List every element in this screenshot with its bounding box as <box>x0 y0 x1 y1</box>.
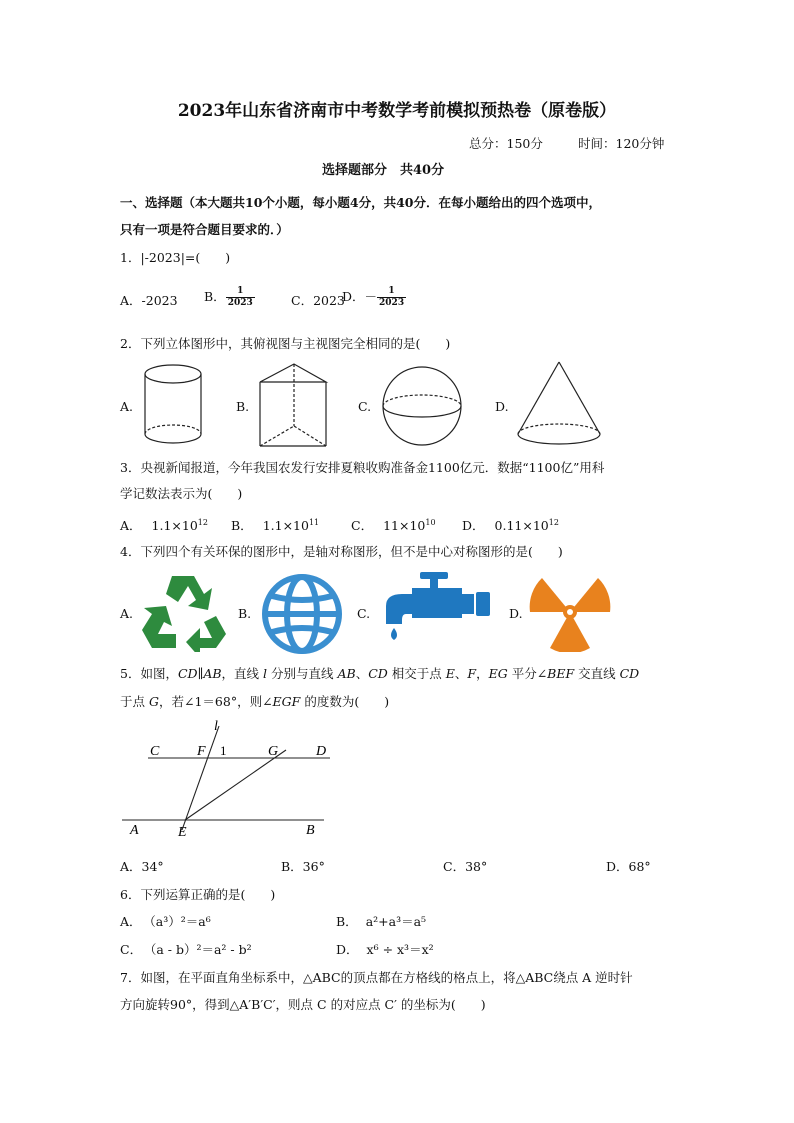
option-label: D． <box>462 518 485 534</box>
math-text: EGF <box>272 694 301 709</box>
line-l <box>182 726 219 830</box>
q7-stem-line1: 7．如图，在平面直角坐标系中，△ABC的顶点都在方格线的格点上，将△ABC绕点 A 逆时针 <box>120 970 633 985</box>
option-mantissa: 1.1×10 <box>262 518 309 534</box>
math-text: CD <box>368 666 388 681</box>
parallel-lines-figure <box>118 716 338 840</box>
text: ，直线 <box>221 666 264 681</box>
part-title: 选择题部分 共40分 <box>322 163 445 178</box>
option-expression: （a - b）²＝a² - b² <box>150 942 252 957</box>
q2-option-d: D. <box>495 399 509 414</box>
option-exponent: 12 <box>197 518 208 527</box>
option-label: B． <box>336 914 358 929</box>
math-text: G <box>148 694 159 709</box>
text: 相交于点 <box>387 666 446 681</box>
math-text: F <box>467 666 477 681</box>
text: 分别与直线 <box>267 666 338 681</box>
radiation-icon <box>528 574 612 652</box>
q5-stem-line1 <box>120 665 639 683</box>
option-expression: a²+a³＝a⁵ <box>365 914 427 929</box>
q1-option-d-fraction <box>377 286 406 309</box>
section-heading-line1: 一、选择题（本大题共10个小题，每小题4分，共40分．在每小题给出的四个选项中， <box>120 195 601 210</box>
option-mantissa: 11×10 <box>383 518 426 534</box>
option-mantissa: 0.11×10 <box>494 518 549 534</box>
fraction-denominator: 2023 <box>379 298 405 308</box>
q5-option-b: B．36° <box>281 859 325 874</box>
label-g: G <box>268 744 279 759</box>
option-label: C． <box>120 942 143 957</box>
exam-time: 时间：120分钟 <box>578 136 665 151</box>
label-d: D <box>316 744 327 759</box>
option-expression: x⁶ ÷ x³＝x² <box>366 942 434 957</box>
label-b: B <box>306 823 315 838</box>
math-text: E <box>445 666 455 681</box>
fraction-numerator: 1 <box>226 286 255 298</box>
option-exponent: 11 <box>308 518 320 527</box>
option-label: A． <box>120 518 142 534</box>
q5-stem-line2 <box>120 693 389 711</box>
q3-stem-line1: 3．央视新闻报道，今年我国农发行安排夏粮收购准备金1100亿元．数据“1100亿”用科 <box>120 460 605 475</box>
q4-option-d: D. <box>509 606 523 621</box>
math-text: CD <box>619 666 640 681</box>
q4-option-b: B. <box>238 606 252 621</box>
q3-stem-line2: 学记数法表示为( ) <box>120 486 243 501</box>
label-angle-1: 1 <box>220 743 227 758</box>
label-c: C <box>150 744 160 759</box>
math-text: EG <box>488 666 508 681</box>
label-f: F <box>197 744 206 759</box>
q6-option-b <box>336 913 426 931</box>
q4-option-a: A. <box>120 606 134 621</box>
label-l: l <box>214 719 218 734</box>
recycle-icon <box>142 572 226 652</box>
math-text: CD∥AB <box>177 666 222 681</box>
q1-option-c: C．2023 <box>291 293 345 308</box>
q3-option-b <box>231 514 319 535</box>
q6-option-d <box>336 941 434 959</box>
option-label: C． <box>351 518 374 534</box>
q1-option-b <box>204 286 255 309</box>
text: 5．如图， <box>120 666 178 681</box>
section-heading-line2: 只有一项是符合题目要求的．） <box>120 222 289 237</box>
math-text: BEF <box>547 666 575 681</box>
text: 的度数为( ) <box>300 694 390 709</box>
triangular-prism-icon <box>254 360 334 450</box>
q3-option-c <box>351 514 436 535</box>
option-label: D． <box>336 942 359 957</box>
q2-option-c: C. <box>358 399 372 414</box>
text: 于点 <box>120 694 149 709</box>
q2-stem: 2．下列立体图形中，其俯视图与主视图完全相同的是( ) <box>120 336 451 351</box>
total-score: 总分：150分 <box>469 136 543 151</box>
q1-option-b-fraction <box>226 286 255 309</box>
line-eg <box>185 750 286 820</box>
q3-option-d <box>462 514 559 535</box>
math-text: l <box>263 666 268 681</box>
sphere-icon <box>380 364 466 450</box>
q6-option-a <box>120 913 211 931</box>
fraction-denominator: 2023 <box>227 298 253 308</box>
text: ，若∠1＝68°，则∠ <box>158 694 273 709</box>
cylinder-icon <box>140 362 206 448</box>
label-e: E <box>178 825 187 840</box>
water-faucet-icon <box>382 570 494 642</box>
q4-stem: 4．下列四个有关环保的图形中，是轴对称图形，但不是中心对称图形的是( ) <box>120 544 563 559</box>
q5-option-c: C．38° <box>443 859 488 874</box>
text: 、 <box>454 666 468 681</box>
fraction-numerator: 1 <box>377 286 406 298</box>
q1-option-a: A．-2023 <box>120 293 178 308</box>
q1-stem: 1．|-2023|=( ) <box>120 250 231 265</box>
q7-stem-line2: 方向旋转90°，得到△A′B′C′，则点 C 的对应点 C′ 的坐标为( ) <box>120 997 486 1012</box>
q5-option-a: A．34° <box>120 859 164 874</box>
q1-option-d-label: D．－ <box>342 289 378 304</box>
q3-option-a <box>120 514 208 535</box>
option-label: A． <box>120 914 142 929</box>
q4-option-c: C. <box>357 606 371 621</box>
q6-option-c <box>120 941 252 959</box>
math-text: AB <box>337 666 356 681</box>
label-a: A <box>130 823 139 838</box>
cone-icon <box>515 360 605 450</box>
option-exponent: 10 <box>425 518 436 527</box>
q5-option-d: D．68° <box>606 859 651 874</box>
option-exponent: 12 <box>548 518 559 527</box>
option-expression: （a³）²＝a⁶ <box>149 914 211 929</box>
text: 平分∠ <box>507 666 548 681</box>
globe-icon <box>260 572 344 656</box>
q1-option-b-label: B． <box>204 289 226 304</box>
option-label: B． <box>231 518 253 534</box>
q6-stem: 6．下列运算正确的是( ) <box>120 887 276 902</box>
q1-option-d <box>342 286 406 309</box>
text: ， <box>476 666 489 681</box>
q2-option-a: A. <box>120 399 134 414</box>
option-mantissa: 1.1×10 <box>151 518 198 534</box>
text: 交直线 <box>574 666 620 681</box>
text: 、 <box>355 666 369 681</box>
page-title: 2023年山东省济南市中考数学考前模拟预热卷（原卷版） <box>177 101 617 121</box>
q2-option-b: B. <box>236 399 250 414</box>
